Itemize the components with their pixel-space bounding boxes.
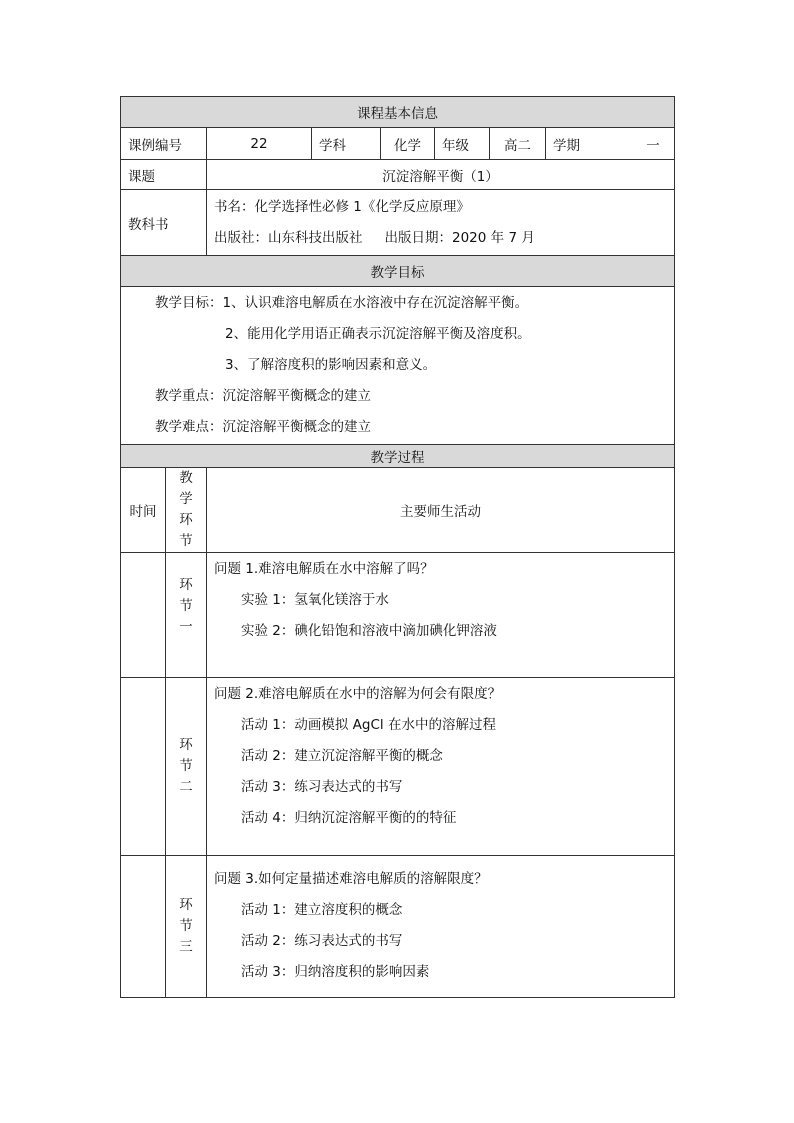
course-info-header: 课程基本信息 (121, 97, 675, 128)
goal-2: 2、能用化学用语正确表示沉淀溶解平衡及溶度积。 (225, 326, 531, 342)
publisher-line (207, 223, 674, 254)
stage-1-item: 实验 2：碘化铅饱和溶液中滴加碘化钾溶液 (241, 623, 497, 639)
difficulty: 教学难点：沉淀溶解平衡概念的建立 (155, 419, 371, 435)
col-stage-char: 教 (179, 470, 193, 486)
textbook-row (121, 190, 675, 256)
lesson-no-label: 课例编号 (121, 128, 207, 160)
stage-3-name-char: 三 (179, 939, 193, 955)
stage-2-question: 问题 2.难溶电解质在水中的溶解为何会有限度？ (214, 686, 502, 702)
goals-header-row (121, 256, 675, 287)
stage-1-time (121, 553, 166, 678)
grade-value: 高二 (490, 128, 546, 160)
publisher: 出版社：山东科技出版社 (214, 229, 363, 246)
stage-3-question: 问题 3.如何定量描述难溶电解质的溶解限度？ (214, 871, 488, 887)
stage-1-name (166, 553, 207, 678)
stage-1-name-char: 一 (179, 619, 193, 635)
book-name: 书名：化学选择性必修 1《化学反应原理》 (214, 198, 470, 215)
col-stage (166, 468, 207, 553)
lesson-no-value: 22 (207, 128, 312, 160)
stage-2-activities (207, 678, 675, 856)
stage-1-item: 实验 1：氢氧化镁溶于水 (241, 592, 389, 608)
goal-3: 3、了解溶度积的影响因素和意义。 (225, 357, 437, 373)
stage-row-3 (121, 856, 675, 998)
stage-row-1 (121, 553, 675, 678)
process-header-row (121, 445, 675, 468)
goals-row (121, 287, 675, 445)
subject-label: 学科 (312, 128, 381, 160)
stage-1-question: 问题 1.难溶电解质在水中溶解了吗？ (214, 561, 434, 577)
lesson-plan-page (120, 96, 674, 998)
stage-2-name-char: 环 (179, 737, 193, 753)
col-stage-char: 学 (179, 491, 193, 507)
stage-row-2 (121, 678, 675, 856)
stage-3-activities (207, 856, 675, 998)
process-header: 教学过程 (121, 445, 675, 468)
stage-2-item: 活动 3：练习表达式的书写 (241, 779, 403, 795)
course-meta-row (121, 128, 675, 160)
goal-1: 教学目标：1、认识难溶电解质在水溶液中存在沉淀溶解平衡。 (155, 295, 529, 311)
term-cell (546, 128, 675, 160)
subject-value: 化学 (381, 128, 435, 160)
col-activity: 主要师生活动 (207, 468, 675, 553)
term-label: 学期 (553, 137, 580, 154)
stage-3-item: 活动 3：归纳溶度积的影响因素 (241, 964, 430, 980)
goals-content (121, 287, 675, 445)
col-time: 时间 (121, 468, 166, 553)
stage-2-name-char: 节 (179, 758, 193, 774)
stage-3-time (121, 856, 166, 998)
topic-value: 沉淀溶解平衡（1） (207, 160, 675, 190)
term-value: 一 (646, 137, 660, 154)
course-info-header-row (121, 97, 675, 128)
process-columns-row (121, 468, 675, 553)
col-stage-char: 环 (179, 512, 193, 528)
stage-3-item: 活动 2：练习表达式的书写 (241, 933, 403, 949)
stage-1-name-char: 节 (179, 598, 193, 614)
publish-date: 出版日期：2020 年 7 月 (384, 229, 535, 246)
lesson-plan-table (120, 96, 675, 998)
col-stage-char: 节 (179, 533, 193, 549)
stage-3-name (166, 856, 207, 998)
topic-label: 课题 (121, 160, 207, 190)
stage-2-time (121, 678, 166, 856)
stage-3-name-char: 节 (179, 918, 193, 934)
stage-2-name (166, 678, 207, 856)
stage-2-item: 活动 1：动画模拟 AgCl 在水中的溶解过程 (241, 717, 496, 733)
stage-3-name-char: 环 (179, 897, 193, 913)
stage-3-item: 活动 1：建立溶度积的概念 (241, 902, 403, 918)
stage-1-activities (207, 553, 675, 678)
stage-2-item: 活动 2：建立沉淀溶解平衡的概念 (241, 748, 443, 764)
goals-header: 教学目标 (121, 256, 675, 287)
stage-1-name-char: 环 (179, 577, 193, 593)
textbook-label: 教科书 (121, 190, 207, 256)
stage-2-item: 活动 4：归纳沉淀溶解平衡的的特征 (241, 810, 457, 826)
topic-row (121, 160, 675, 190)
grade-label: 年级 (435, 128, 490, 160)
key-point: 教学重点：沉淀溶解平衡概念的建立 (155, 388, 371, 404)
textbook-info (207, 190, 675, 256)
stage-2-name-char: 二 (179, 779, 193, 795)
